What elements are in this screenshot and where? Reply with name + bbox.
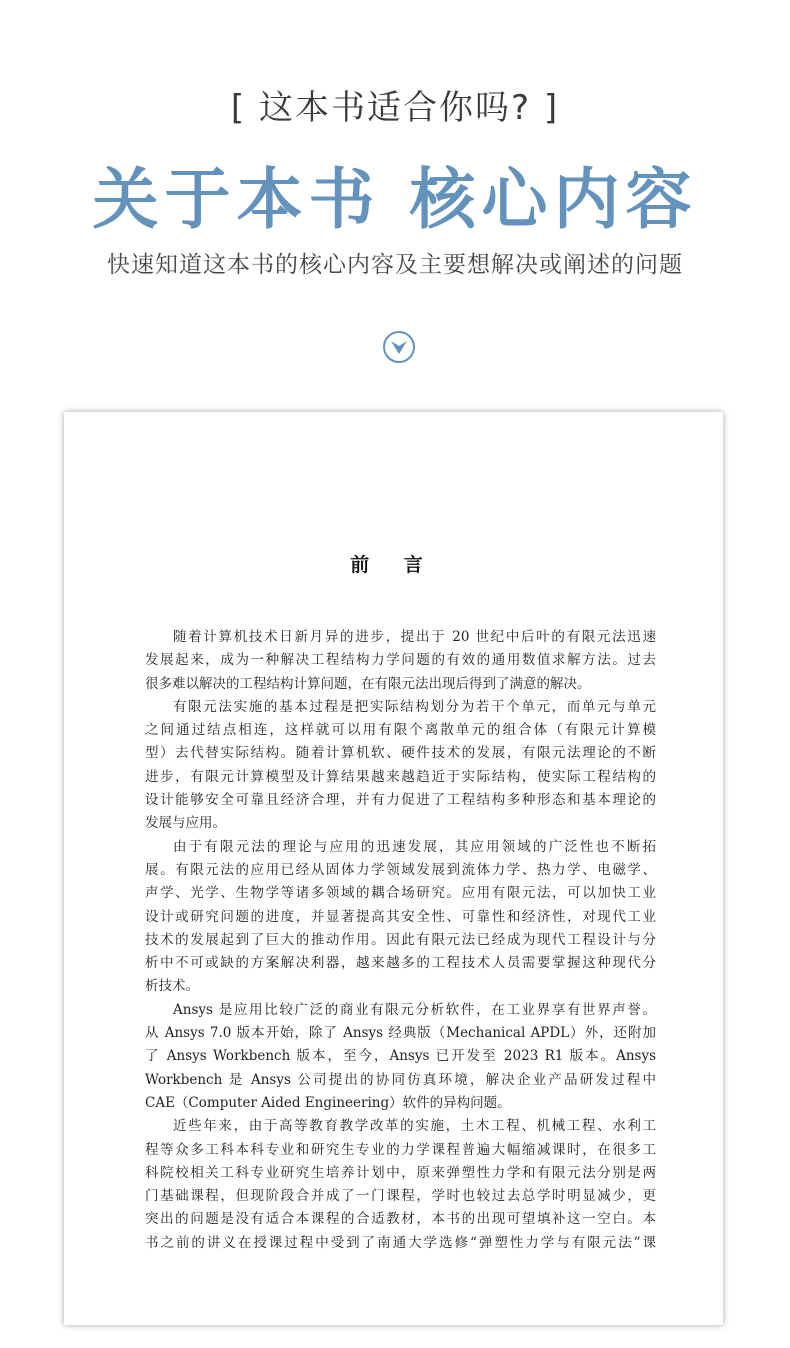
text-line: 书之前的讲义在授课过程中受到了南通大学选修“弹塑性力学与有限元法”课 (145, 1234, 656, 1251)
text-line: 发展起来，成为一种解决工程结构力学问题的有效的通用数值求解方法。过去 (145, 652, 656, 669)
text-line: 技术的发展起到了巨大的推动作用。因此有限元法已经成为现代工程设计与分 (145, 931, 656, 948)
text-line: 之间通过结点相连，这样就可以用有限个离散单元的组合体（有限元计算模 (145, 722, 656, 739)
text-line: 了 Ansys Workbench 版本，至今，Ansys 已开发至 2023 R1 版本。Ansys (145, 1048, 656, 1065)
preface-paragraph (145, 696, 656, 836)
preface-paragraph (145, 626, 656, 696)
text-line: 声学、光学、生物学等诸多领域的耦合场研究。应用有限元法，可以加快工业 (145, 885, 656, 902)
text-line: 近些年来，由于高等教育教学改革的实施，土木工程、机械工程、水利工 (173, 1118, 656, 1135)
text-line: 析中不可或缺的方案解决利器，越来越多的工程技术人员需要掌握这种现代分 (145, 955, 656, 972)
page-headline: 关于本书 核心内容 (92, 160, 698, 238)
text-line: CAE（Computer Aided Engineering）软件的异构问题。 (145, 1094, 511, 1111)
text-line: Workbench 是 Ansys 公司提出的协同仿真环境，解决企业产品研发过程中 (145, 1071, 656, 1088)
text-line: 门基础课程，但现阶段合并成了一门课程，学时也较过去总学时明显减少，更 (145, 1188, 656, 1205)
text-line: 展。有限元法的应用已经从固体力学领域发展到流体力学、热力学、电磁学、 (145, 861, 656, 878)
text-line: 进步，有限元计算模型及计算结果越来越趋近于实际结构，使实际工程结构的 (145, 768, 656, 785)
preface-paragraph (145, 999, 656, 1115)
text-line: 有限元法实施的基本过程是把实际结构划分为若干个单元，而单元与单元 (173, 698, 656, 715)
text-line: 设计能够安全可靠且经济合理，并有力促进了工程结构多种形态和基本理论的 (145, 792, 656, 809)
text-line: 型）去代替实际结构。随着计算机软、硬件技术的发展，有限元法理论的不断 (145, 745, 656, 762)
text-line: 析技术。 (145, 978, 199, 995)
preface-title: 前 言 (350, 554, 437, 576)
text-line: 从 Ansys 7.0 版本开始，除了 Ansys 经典版（Mechanical APDL）外，还附加 (145, 1025, 656, 1042)
text-line: 设计或研究问题的进度，并显著提高其安全性、可靠性和经济性，对现代工业 (145, 908, 656, 925)
text-line: 很多难以解决的工程结构计算问题，在有限元法出现后得到了满意的解决。 (145, 675, 591, 692)
preface-body (145, 626, 656, 1255)
text-line: 由于有限元法的理论与应用的迅速发展，其应用领域的广泛性也不断拓 (173, 838, 656, 855)
book-preface-page (64, 412, 723, 1325)
text-line: 程等众多工科本科专业和研究生专业的力学课程普遍大幅缩减课时，在很多工 (145, 1141, 656, 1158)
text-line: 突出的问题是没有适合本课程的合适教材，本书的出现可望填补这一空白。本 (145, 1211, 656, 1228)
chevron-down-circle-icon[interactable] (383, 331, 415, 363)
preface-paragraph (145, 836, 656, 999)
preface-paragraph (145, 1115, 656, 1255)
text-line: 发展与应用。 (145, 815, 226, 832)
page-subtitle: 快速知道这本书的核心内容及主要想解决或阐述的问题 (107, 252, 683, 278)
text-line: 随着计算机技术日新月异的进步，提出于 20 世纪中后叶的有限元法迅速 (173, 629, 656, 645)
text-line: 科院校相关工科专业研究生培养计划中，原来弹塑性力学和有限元法分别是两 (145, 1164, 656, 1181)
section-kicker: [ 这本书适合你吗? ] (230, 88, 560, 128)
text-line: Ansys 是应用比较广泛的商业有限元分析软件，在工业界享有世界声誉。 (173, 1001, 656, 1018)
